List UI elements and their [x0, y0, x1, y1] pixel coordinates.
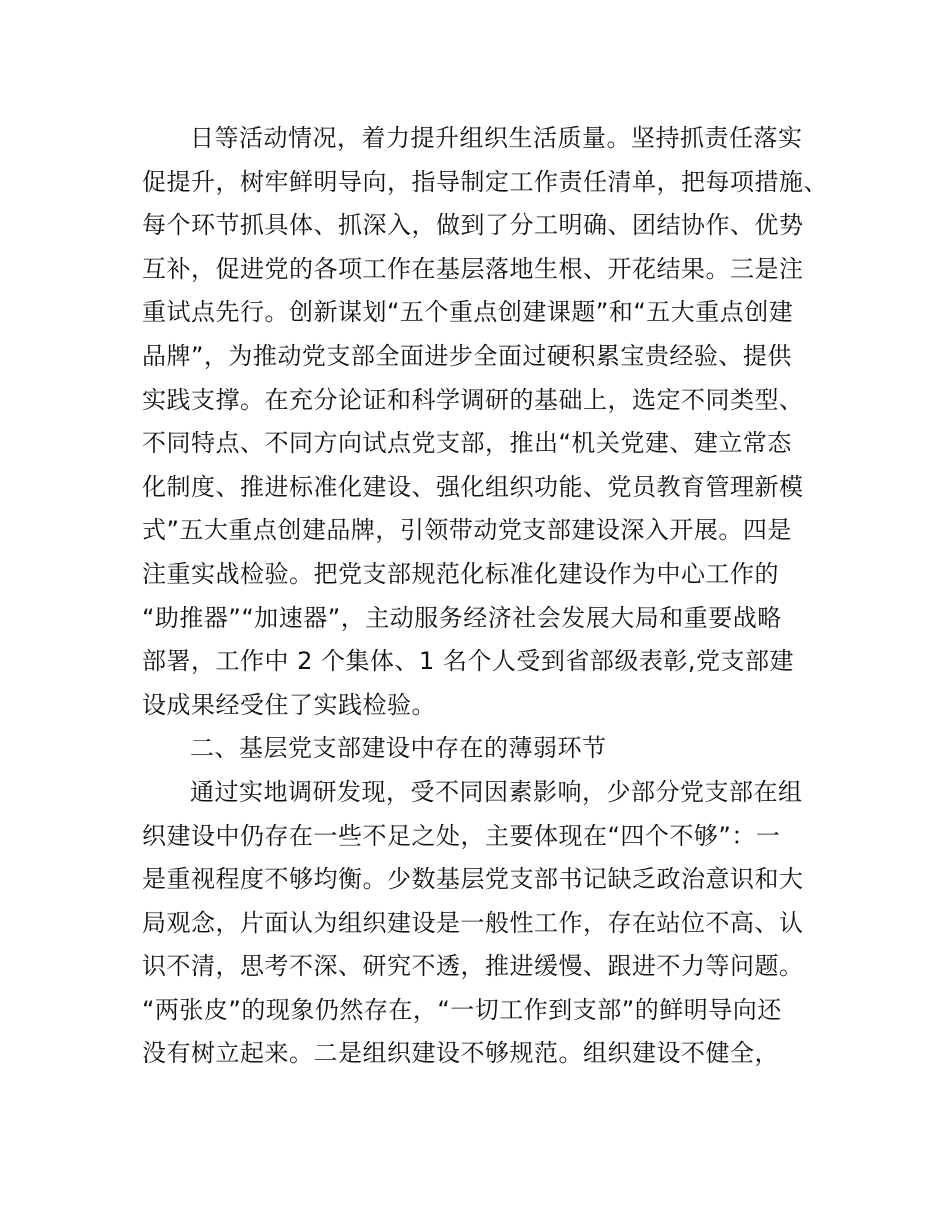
paragraph-1-line: 互补，促进党的各项工作在基层落地生根、开花结果。三是注	[142, 254, 804, 283]
paragraph-2-line: 通过实地调研发现，受不同因素影响，少部分党支部在组	[190, 777, 803, 806]
paragraph-1-line: 品牌”，为推动党支部全面进步全面过硬积累宝贵经验、提供	[142, 341, 792, 370]
paragraph-2-line: 局观念，片面认为组织建设是一般性工作，存在站位不高、认	[142, 908, 804, 937]
section-heading: 二、基层党支部建设中存在的薄弱环节	[190, 734, 607, 763]
paragraph-1-line: 重试点先行。创新谋划“五个重点创建课题”和“五大重点创建	[142, 298, 794, 327]
paragraph-1-line: 日等活动情况，着力提升组织生活质量。坚持抓责任落实	[190, 124, 803, 152]
paragraph-1-line: 不同特点、不同方向试点党支部，推出“机关党建、建立常态	[142, 429, 792, 458]
paragraph-2-line: 织建设中仍存在一些不足之处，主要体现在“四个不够”：一	[142, 821, 781, 850]
paragraph-2-line: “两张皮”的现象仍然存在，“一切工作到支部”的鲜明导向还	[142, 995, 782, 1024]
paragraph-1-line: 促提升，树牢鲜明导向，指导制定工作责任清单，把每项措施、	[142, 167, 828, 196]
paragraph-1-line: 注重实战检验。把党支部规范化标准化建设作为中心工作的	[142, 559, 779, 588]
paragraph-1-line: 每个环节抓具体、抓深入，做到了分工明确、团结协作、优势	[142, 211, 804, 240]
paragraph-1-line: 化制度、推进标准化建设、强化组织功能、党员教育管理新模	[142, 472, 804, 501]
paragraph-1-line: “助推器”“加速器”，主动服务经济社会发展大局和重要战略	[142, 603, 782, 632]
document-body	[142, 117, 828, 1076]
paragraph-2-line: 没有树立起来。二是组织建设不够规范。组织建设不健全，	[142, 1039, 779, 1068]
paragraph-1-line: 设成果经受住了实践检验。	[142, 690, 436, 719]
paragraph-1-line: 实践支撑。在充分论证和科学调研的基础上，选定不同类型、	[142, 385, 804, 414]
paragraph-1-line: 部署，工作中 2 个集体、1 名个人受到省部级表彰,党支部建	[142, 647, 795, 676]
paragraph-2-line: 是重视程度不够均衡。少数基层党支部书记缺乏政治意识和大	[142, 865, 804, 894]
paragraph-2-line: 识不清，思考不深、研究不透，推进缓慢、跟进不力等问题。	[142, 952, 804, 981]
paragraph-1-line: 式”五大重点创建品牌，引领带动党支部建设深入开展。四是	[142, 516, 792, 545]
